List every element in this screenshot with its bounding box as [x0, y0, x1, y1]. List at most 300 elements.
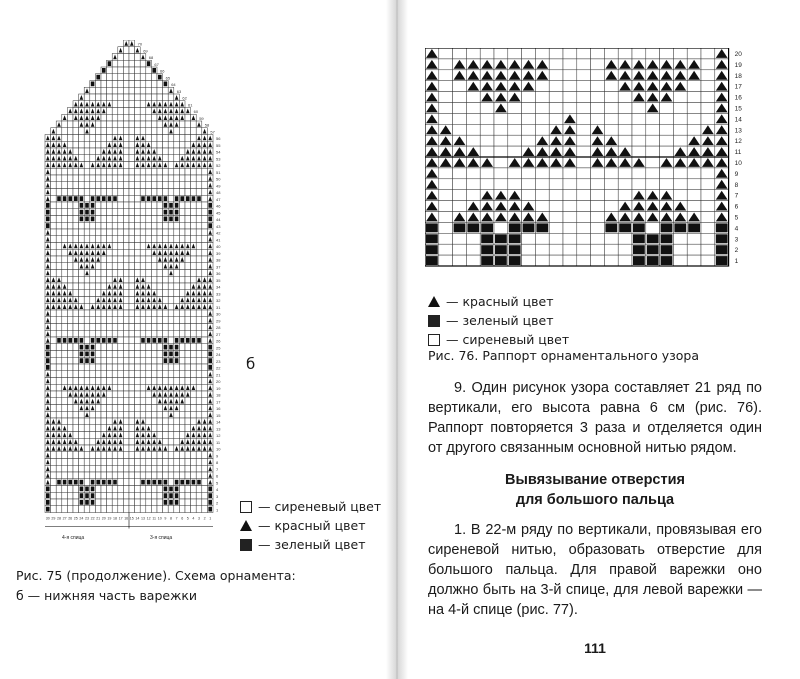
- grid-cell: [453, 124, 467, 135]
- grid-cell: [151, 270, 157, 277]
- grid-cell: [135, 405, 141, 412]
- grid-cell: [174, 411, 180, 418]
- grid-cell: [577, 59, 591, 70]
- grid-cell: [51, 229, 57, 236]
- grid-cell: [51, 351, 57, 358]
- grid-cell: [62, 270, 68, 277]
- grid-cell: [146, 87, 152, 94]
- grid-cell: [151, 263, 157, 270]
- grid-cell: [191, 411, 197, 418]
- grid-cell: [522, 190, 536, 201]
- grid-cell: [140, 243, 146, 250]
- grid-cell: [123, 506, 129, 513]
- grid-cell: [123, 492, 129, 499]
- grid-cell: [101, 229, 107, 236]
- grid-cell: [146, 391, 152, 398]
- grid-cell: [73, 209, 79, 216]
- grid-cell: [179, 317, 185, 324]
- grid-cell: [191, 182, 197, 189]
- grid-cell: [185, 499, 191, 506]
- grid-cell: [174, 472, 180, 479]
- square-mark: [46, 358, 50, 363]
- grid-cell: [168, 276, 174, 283]
- grid-cell: [202, 256, 208, 263]
- grid-cell: [179, 405, 185, 412]
- grid-cell: [123, 114, 129, 121]
- legend-label: — красный цвет: [446, 294, 554, 309]
- grid-cell: [107, 492, 113, 499]
- square-mark: [85, 210, 89, 215]
- grid-cell: [123, 148, 129, 155]
- grid-cell: [185, 425, 191, 432]
- grid-cell: [174, 432, 180, 439]
- grid-cell: [123, 425, 129, 432]
- grid-cell: [535, 201, 549, 212]
- grid-cell: [632, 48, 646, 59]
- grid-cell: [112, 465, 118, 472]
- grid-cell: [146, 418, 152, 425]
- column-number: 9: [164, 516, 167, 521]
- square-mark: [158, 480, 162, 485]
- grid-cell: [174, 297, 180, 304]
- grid-cell: [56, 222, 62, 229]
- grid-cell: [508, 103, 522, 114]
- square-mark: [169, 203, 173, 208]
- grid-cell: [196, 411, 202, 418]
- grid-cell: [466, 255, 480, 266]
- grid-cell: [179, 432, 185, 439]
- grid-cell: [123, 344, 129, 351]
- grid-cell: [174, 324, 180, 331]
- row-number: 32: [216, 298, 221, 303]
- row-number: 20: [734, 51, 742, 58]
- grid-cell: [135, 189, 141, 196]
- grid-cell: [179, 135, 185, 142]
- legend-label: — красный цвет: [258, 518, 366, 533]
- grid-cell: [146, 121, 152, 128]
- square-mark: [619, 223, 631, 232]
- grid-cell: [157, 506, 163, 513]
- grid-cell: [202, 263, 208, 270]
- grid-cell: [535, 179, 549, 190]
- grid-cell: [129, 74, 135, 81]
- row-number: 16: [216, 406, 221, 411]
- grid-cell: [549, 48, 563, 59]
- grid-cell: [202, 249, 208, 256]
- grid-cell: [107, 128, 113, 135]
- grid-cell: [73, 128, 79, 135]
- grid-cell: [123, 74, 129, 81]
- row-number: 68: [148, 55, 154, 60]
- grid-cell: [179, 499, 185, 506]
- grid-cell: [701, 92, 715, 103]
- grid-cell: [84, 135, 90, 142]
- grid-cell: [604, 190, 618, 201]
- grid-cell: [146, 344, 152, 351]
- grid-cell: [62, 398, 68, 405]
- grid-cell: [101, 506, 107, 513]
- square-mark: [175, 338, 179, 343]
- grid-cell: [466, 135, 480, 146]
- grid-cell: [107, 391, 113, 398]
- grid-cell: [522, 233, 536, 244]
- grid-cell: [202, 351, 208, 358]
- grid-cell: [146, 459, 152, 466]
- square-mark: [141, 480, 145, 485]
- square-mark: [661, 245, 673, 254]
- grid-cell: [179, 371, 185, 378]
- square-mark: [91, 210, 95, 215]
- grid-cell: [604, 168, 618, 179]
- grid-cell: [185, 459, 191, 466]
- grid-cell: [123, 121, 129, 128]
- grid-cell: [151, 418, 157, 425]
- square-mark: [46, 352, 50, 357]
- grid-cell: [84, 229, 90, 236]
- square-mark: [91, 217, 95, 222]
- grid-cell: [123, 351, 129, 358]
- grid-cell: [146, 182, 152, 189]
- grid-cell: [135, 60, 141, 67]
- grid-cell: [56, 364, 62, 371]
- grid-cell: [118, 249, 124, 256]
- grid-cell: [179, 229, 185, 236]
- grid-cell: [140, 344, 146, 351]
- grid-cell: [151, 81, 157, 88]
- square-mark: [74, 480, 78, 485]
- grid-cell: [123, 310, 129, 317]
- square-mark: [481, 256, 493, 265]
- grid-cell: [163, 472, 169, 479]
- grid-cell: [146, 263, 152, 270]
- grid-cell: [563, 222, 577, 233]
- grid-cell: [157, 209, 163, 216]
- row-number: 26: [216, 338, 221, 344]
- grid-cell: [151, 189, 157, 196]
- grid-cell: [67, 270, 73, 277]
- grid-cell: [202, 222, 208, 229]
- grid-cell: [118, 60, 124, 67]
- grid-cell: [129, 209, 135, 216]
- grid-cell: [660, 48, 674, 59]
- grid-cell: [95, 175, 101, 182]
- grid-cell: [604, 92, 618, 103]
- grid-cell: [79, 168, 85, 175]
- square-mark: [208, 210, 212, 215]
- square-mark: [102, 196, 106, 201]
- grid-cell: [146, 175, 152, 182]
- grid-cell: [129, 371, 135, 378]
- grid-cell: [140, 249, 146, 256]
- grid-cell: [174, 141, 180, 148]
- grid-cell: [112, 263, 118, 270]
- square-mark: [96, 480, 100, 485]
- grid-cell: [202, 168, 208, 175]
- grid-cell: [135, 216, 141, 223]
- grid-cell: [79, 175, 85, 182]
- grid-cell: [660, 179, 674, 190]
- grid-cell: [84, 465, 90, 472]
- square-mark: [186, 480, 190, 485]
- grid-cell: [439, 179, 453, 190]
- row-number: 48: [216, 190, 221, 195]
- grid-cell: [118, 87, 124, 94]
- grid-cell: [146, 189, 152, 196]
- grid-cell: [129, 249, 135, 256]
- grid-cell: [185, 324, 191, 331]
- grid-cell: [107, 364, 113, 371]
- grid-cell: [604, 48, 618, 59]
- grid-cell: [632, 124, 646, 135]
- grid-cell: [168, 182, 174, 189]
- grid-cell: [439, 255, 453, 266]
- row-number: 28: [216, 325, 221, 330]
- grid-cell: [673, 113, 687, 124]
- grid-cell: [56, 270, 62, 277]
- grid-cell: [191, 209, 197, 216]
- grid-cell: [196, 351, 202, 358]
- grid-cell: [129, 357, 135, 364]
- square-mark: [208, 352, 212, 357]
- grid-cell: [67, 499, 73, 506]
- grid-cell: [56, 378, 62, 385]
- grid-cell: [618, 113, 632, 124]
- grid-cell: [123, 499, 129, 506]
- square-mark: [661, 223, 673, 232]
- grid-cell: [107, 236, 113, 243]
- grid-cell: [101, 351, 107, 358]
- grid-cell: [140, 378, 146, 385]
- column-number: 15: [129, 516, 134, 521]
- square-mark: [208, 345, 212, 350]
- grid-cell: [79, 418, 85, 425]
- grid-cell: [591, 179, 605, 190]
- grid-cell: [549, 70, 563, 81]
- grid-cell: [157, 411, 163, 418]
- column-number: 11: [152, 516, 157, 521]
- grid-cell: [135, 384, 141, 391]
- grid-cell: [51, 189, 57, 196]
- grid-cell: [118, 81, 124, 88]
- grid-cell: [157, 351, 163, 358]
- grid-cell: [163, 141, 169, 148]
- grid-cell: [202, 243, 208, 250]
- grid-cell: [73, 344, 79, 351]
- grid-cell: [101, 209, 107, 216]
- square-mark: [633, 234, 645, 243]
- grid-cell: [466, 190, 480, 201]
- grid-cell: [604, 244, 618, 255]
- row-number: 37: [216, 264, 221, 270]
- grid-cell: [112, 317, 118, 324]
- row-number: 2: [734, 247, 739, 255]
- row-number: 38: [216, 257, 221, 263]
- grid-cell: [179, 418, 185, 425]
- grid-cell: [185, 168, 191, 175]
- grid-cell: [135, 94, 141, 101]
- grid-cell: [67, 141, 73, 148]
- grid-cell: [549, 103, 563, 114]
- grid-cell: [196, 209, 202, 216]
- grid-cell: [591, 190, 605, 201]
- grid-cell: [79, 236, 85, 243]
- grid-cell: [168, 168, 174, 175]
- square-mark: [169, 487, 173, 492]
- grid-cell: [157, 263, 163, 270]
- grid-cell: [174, 189, 180, 196]
- square-mark: [175, 352, 179, 357]
- grid-cell: [129, 67, 135, 74]
- grid-cell: [168, 425, 174, 432]
- grid-cell: [522, 135, 536, 146]
- grid-cell: [107, 270, 113, 277]
- row-number: 6: [734, 203, 739, 211]
- square-mark: [91, 358, 95, 363]
- grid-cell: [51, 216, 57, 223]
- grid-cell: [129, 492, 135, 499]
- grid-cell: [112, 222, 118, 229]
- grid-cell: [90, 270, 96, 277]
- grid-cell: [95, 486, 101, 493]
- grid-cell: [101, 472, 107, 479]
- grid-cell: [112, 101, 118, 108]
- grid-cell: [157, 324, 163, 331]
- grid-cell: [118, 459, 124, 466]
- grid-cell: [107, 357, 113, 364]
- grid-cell: [174, 438, 180, 445]
- grid-cell: [84, 283, 90, 290]
- grid-cell: [202, 405, 208, 412]
- square-mark: [481, 223, 493, 232]
- grid-cell: [168, 229, 174, 236]
- grid-cell: [179, 202, 185, 209]
- grid-cell: [67, 189, 73, 196]
- grid-cell: [62, 405, 68, 412]
- grid-cell: [163, 425, 169, 432]
- grid-cell: [51, 310, 57, 317]
- square-mark: [164, 210, 168, 215]
- grid-cell: [549, 190, 563, 201]
- grid-cell: [191, 121, 197, 128]
- grid-cell: [466, 48, 480, 59]
- grid-cell: [480, 48, 494, 59]
- row-number: 2: [216, 500, 219, 506]
- grid-cell: [73, 324, 79, 331]
- grid-cell: [157, 344, 163, 351]
- grid-cell: [129, 432, 135, 439]
- grid-cell: [79, 411, 85, 418]
- grid-cell: [112, 452, 118, 459]
- grid-cell: [563, 103, 577, 114]
- grid-cell: [90, 168, 96, 175]
- grid-cell: [202, 371, 208, 378]
- grid-cell: [73, 506, 79, 513]
- grid-cell: [51, 479, 57, 486]
- grid-cell: [123, 175, 129, 182]
- grid-cell: [95, 317, 101, 324]
- grid-cell: [196, 465, 202, 472]
- grid-cell: [95, 310, 101, 317]
- grid-cell: [118, 175, 124, 182]
- grid-cell: [90, 128, 96, 135]
- grid-cell: [107, 324, 113, 331]
- grid-cell: [185, 364, 191, 371]
- grid-cell: [140, 391, 146, 398]
- grid-cell: [151, 236, 157, 243]
- square-mark: [158, 338, 162, 343]
- grid-cell: [129, 94, 135, 101]
- square-mark: [208, 500, 212, 505]
- grid-cell: [146, 128, 152, 135]
- grid-cell: [439, 103, 453, 114]
- grid-cell: [135, 54, 141, 61]
- grid-cell: [129, 175, 135, 182]
- grid-cell: [174, 283, 180, 290]
- grid-cell: [56, 256, 62, 263]
- filled-square-icon: [428, 315, 440, 327]
- grid-cell: [73, 216, 79, 223]
- grid-cell: [90, 411, 96, 418]
- grid-cell: [67, 492, 73, 499]
- grid-cell: [146, 378, 152, 385]
- grid-cell: [135, 121, 141, 128]
- square-mark: [147, 338, 151, 343]
- grid-cell: [107, 351, 113, 358]
- grid-cell: [646, 179, 660, 190]
- square-mark: [674, 223, 686, 232]
- grid-cell: [118, 263, 124, 270]
- grid-cell: [112, 128, 118, 135]
- grid-cell: [439, 222, 453, 233]
- square-mark: [68, 338, 72, 343]
- grid-cell: [466, 103, 480, 114]
- grid-cell: [439, 92, 453, 103]
- grid-cell: [101, 202, 107, 209]
- row-number: 41: [216, 237, 221, 243]
- grid-cell: [196, 330, 202, 337]
- grid-cell: [129, 445, 135, 452]
- grid-cell: [129, 411, 135, 418]
- grid-cell: [202, 465, 208, 472]
- grid-cell: [179, 222, 185, 229]
- grid-cell: [67, 182, 73, 189]
- grid-cell: [101, 465, 107, 472]
- grid-cell: [56, 472, 62, 479]
- row-number: 11: [216, 439, 221, 445]
- row-number: 65: [165, 75, 171, 81]
- grid-cell: [56, 229, 62, 236]
- grid-cell: [140, 189, 146, 196]
- row-number: 17: [216, 399, 221, 405]
- grid-cell: [67, 209, 73, 216]
- grid-cell: [129, 479, 135, 486]
- grid-cell: [129, 310, 135, 317]
- grid-cell: [56, 492, 62, 499]
- row-number: 69: [143, 48, 148, 54]
- grid-cell: [508, 113, 522, 124]
- grid-cell: [174, 276, 180, 283]
- grid-cell: [95, 351, 101, 358]
- grid-cell: [73, 432, 79, 439]
- grid-cell: [163, 128, 169, 135]
- grid-cell: [84, 472, 90, 479]
- grid-cell: [163, 236, 169, 243]
- grid-cell: [196, 236, 202, 243]
- grid-cell: [563, 190, 577, 201]
- grid-cell: [101, 276, 107, 283]
- grid-cell: [157, 465, 163, 472]
- grid-cell: [202, 175, 208, 182]
